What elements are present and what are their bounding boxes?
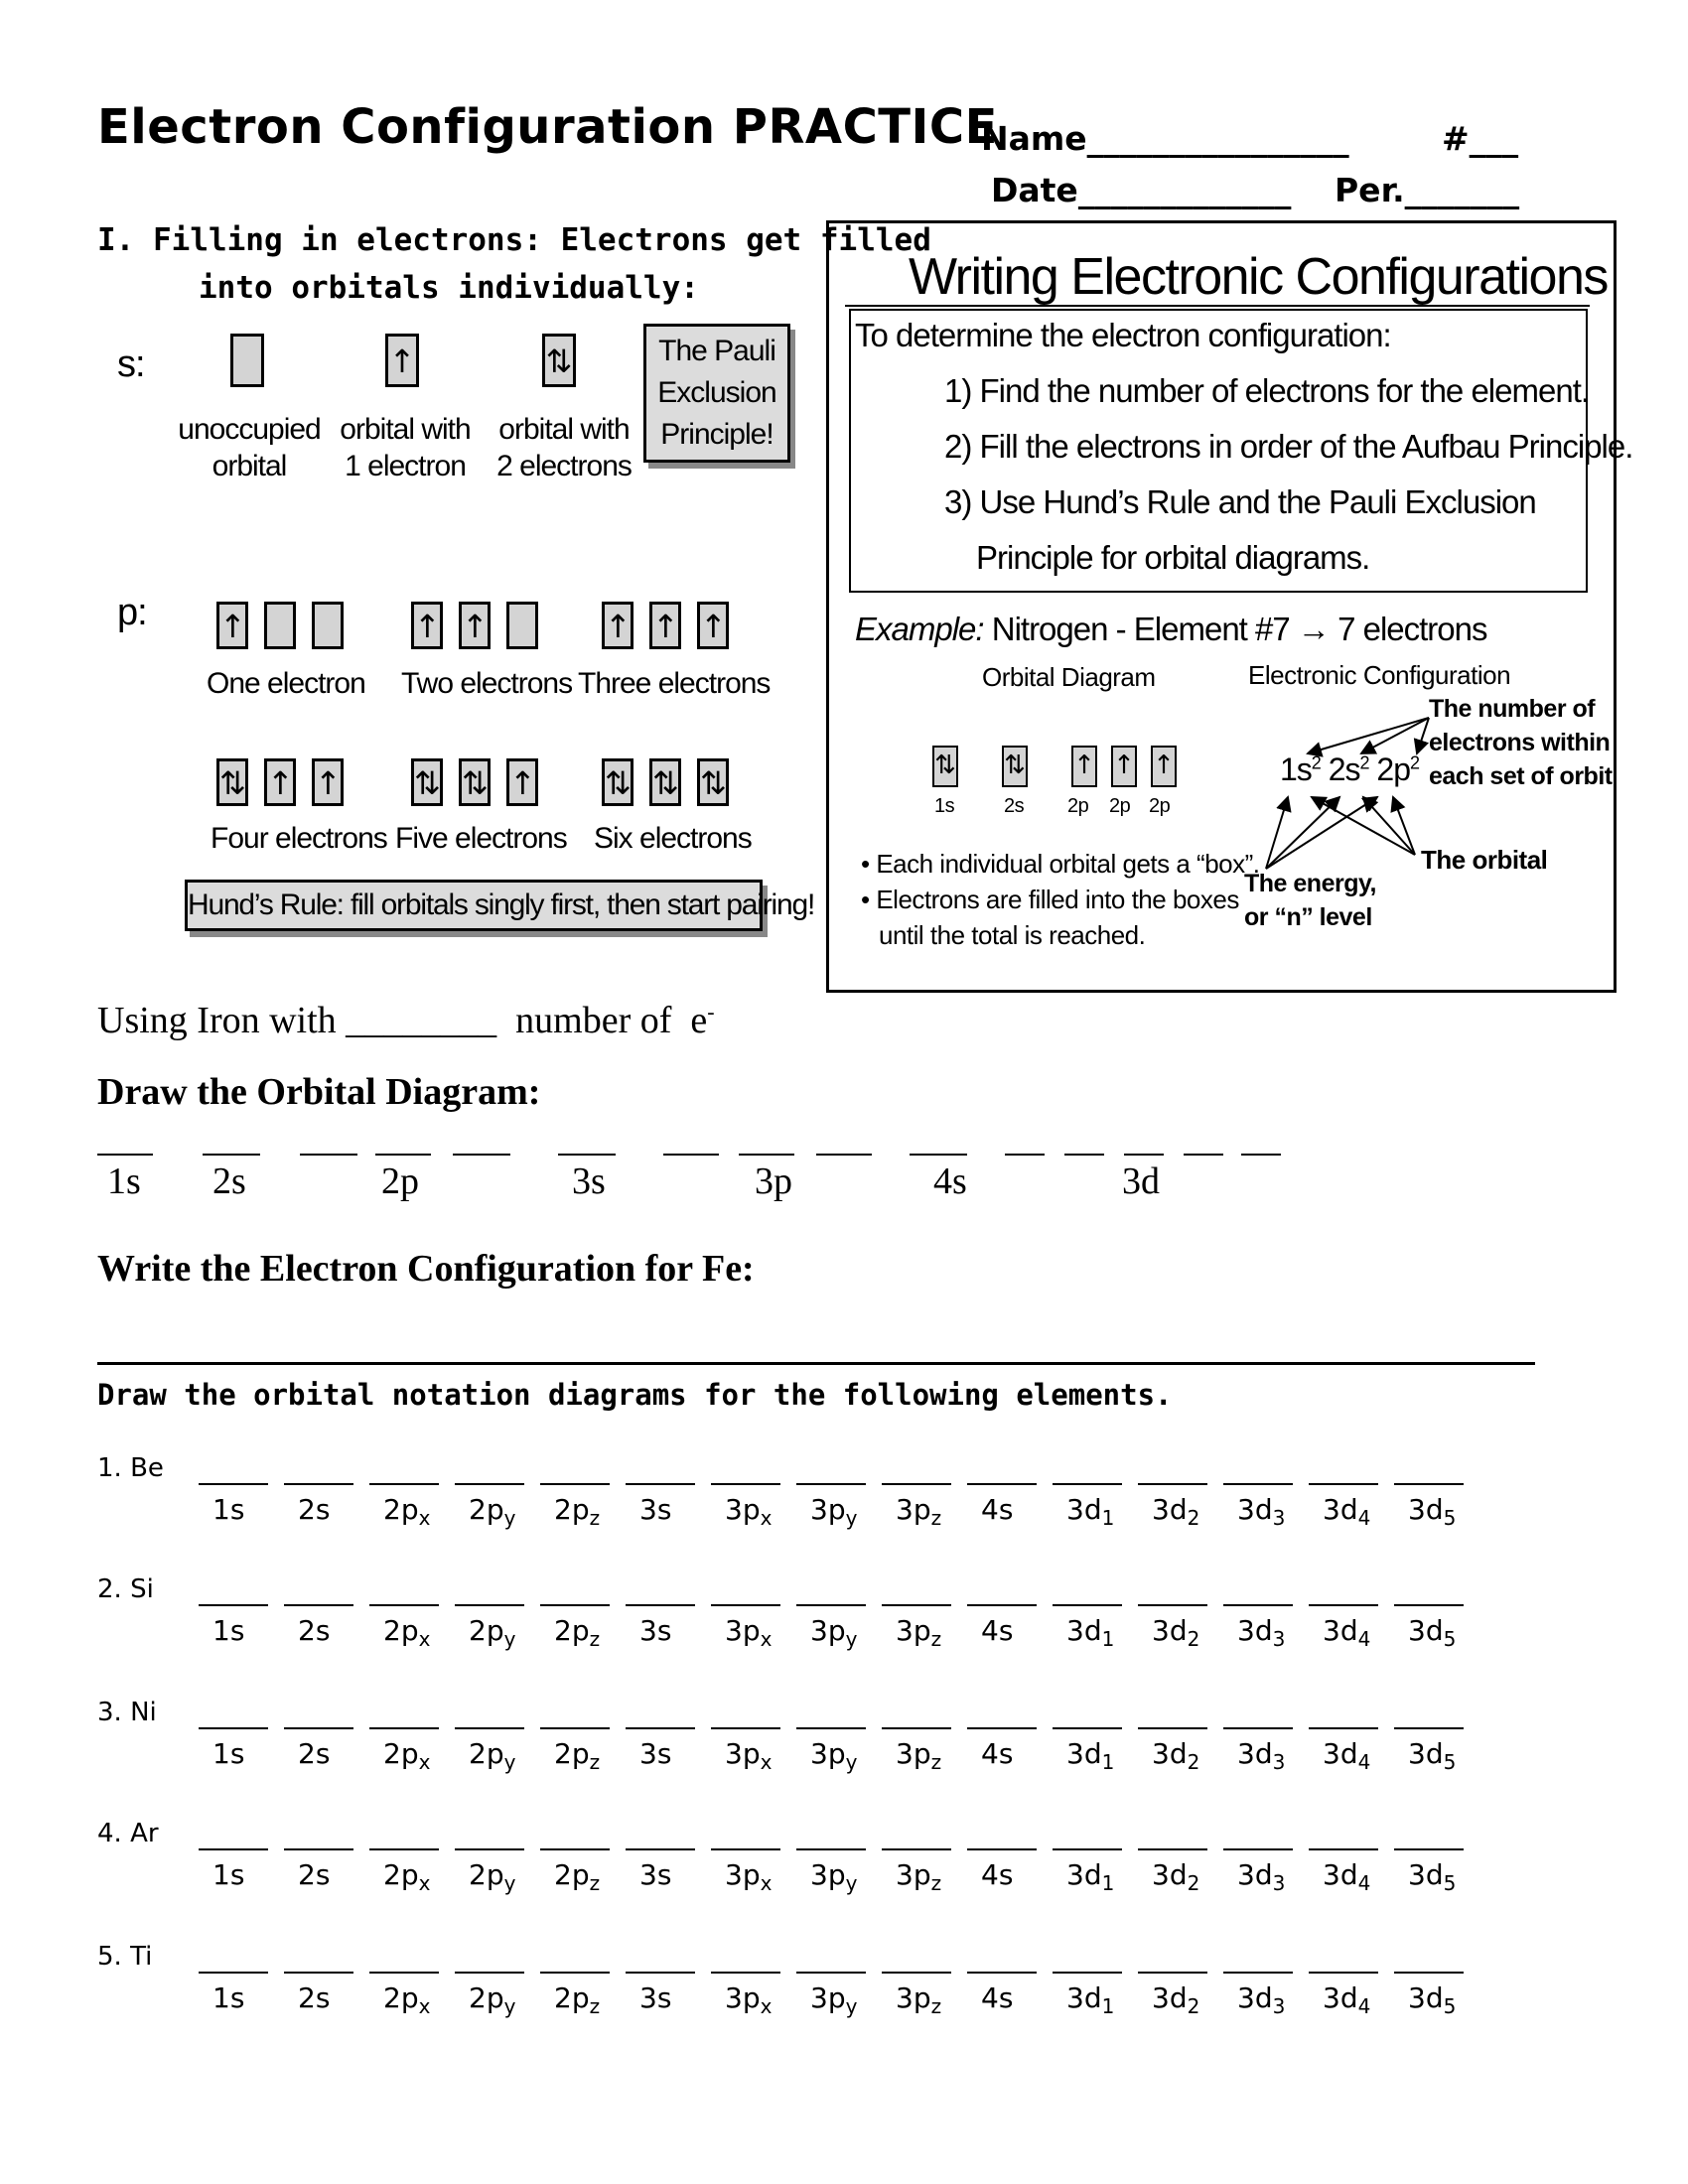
orbital-answer-blank[interactable] [967, 1848, 1037, 1850]
orbital-answer-blank[interactable] [882, 1483, 951, 1485]
orbital-answer-blank[interactable] [711, 1483, 780, 1485]
sublevel-label: 3s [639, 1737, 672, 1770]
empty-orbital-box [230, 334, 264, 387]
sublevel-label: $3p_z$ [896, 1614, 942, 1651]
element-label: 1. Be [97, 1453, 164, 1483]
orbital-answer-blank[interactable] [1053, 1972, 1122, 1974]
iron-orbital-blank[interactable] [1184, 1154, 1223, 1156]
sublevel-label: $3d_2$ [1152, 1858, 1200, 1895]
sublevel-label: 1s [212, 1614, 245, 1647]
sublevel-label: 4s [981, 1614, 1014, 1647]
sublevel-label: $2p_x$ [383, 1737, 431, 1774]
example-2p-box: ↑ [1071, 746, 1097, 787]
pauli-exclusion-callout: The Pauli Exclusion Principle! [643, 324, 790, 463]
orbital-answer-blank[interactable] [455, 1972, 524, 1974]
sublevel-label: 1s [212, 1493, 245, 1526]
section-heading [97, 216, 931, 312]
orbital-answer-blank[interactable] [796, 1972, 866, 1974]
box-title: Writing Electronic Configurations [909, 248, 1608, 306]
note-energy-level: The energy, or “n” level [1244, 870, 1376, 931]
sublevel-label: $3p_x$ [725, 1737, 773, 1774]
sublevel-label: $3d_2$ [1152, 1981, 1200, 2018]
sublevel-label: $3d_4$ [1323, 1858, 1371, 1895]
sublevel-label: $3d_2$ [1152, 1614, 1200, 1651]
sublevel-label: $2p_z$ [554, 1981, 601, 2018]
orbital-answer-blank[interactable] [284, 1604, 353, 1606]
iron-orbital-blank[interactable] [97, 1154, 153, 1156]
example-text: Nitrogen - Element #7 → 7 electrons [991, 611, 1487, 647]
sublevel-label: 1s [212, 1858, 245, 1891]
orbital-answer-blank[interactable] [284, 1727, 353, 1729]
iron-label-1s: 1s [107, 1160, 141, 1202]
iron-orbital-blank[interactable] [663, 1154, 719, 1156]
sublevel-label: $3p_z$ [896, 1858, 942, 1895]
sublevel-label: $3d_2$ [1152, 1493, 1200, 1530]
p-orbital-box: ↑ [264, 758, 296, 806]
element-label: 4. Ar [97, 1819, 159, 1848]
sublevel-label: $3p_z$ [896, 1737, 942, 1774]
orbital-answer-blank[interactable] [967, 1604, 1037, 1606]
sublevel-label: 2s [298, 1858, 331, 1891]
sublevel-label: $3p_y$ [810, 1614, 858, 1651]
page-title: Electron Configuration PRACTICE [97, 99, 998, 155]
orbital-answer-blank[interactable] [1309, 1727, 1378, 1729]
p-caption-two: Two electrons [401, 667, 573, 700]
sublevel-label: $3d_3$ [1237, 1858, 1286, 1895]
orbital-answer-blank[interactable] [1053, 1483, 1122, 1485]
orbital-answer-blank[interactable] [1053, 1727, 1122, 1729]
sublevel-label: 4s [981, 1493, 1014, 1526]
sublevel-label: $3d_4$ [1323, 1737, 1371, 1774]
orbital-answer-blank[interactable] [1309, 1604, 1378, 1606]
s-caption-two-electrons: orbital with 2 electrons [496, 413, 632, 482]
example-2p-box: ↑ [1151, 746, 1177, 787]
sublevel-label: 3s [639, 1614, 672, 1647]
orbital-answer-blank[interactable] [284, 1972, 353, 1974]
sublevel-label: $3d_2$ [1152, 1737, 1200, 1774]
iron-orbital-blank[interactable] [1241, 1154, 1281, 1156]
orbital-answer-blank[interactable] [967, 1483, 1037, 1485]
iron-label-3p: 3p [755, 1160, 792, 1202]
writing-configurations-box [826, 220, 1633, 993]
orbital-answer-blank[interactable] [1223, 1483, 1293, 1485]
sublevel-label: $3d_3$ [1237, 1981, 1286, 2018]
iron-label-3s: 3s [572, 1160, 606, 1202]
electronic-configuration-label: Electronic Configuration [1248, 660, 1511, 690]
iron-orbital-blank[interactable] [375, 1154, 431, 1156]
draw-orbital-heading: Draw the Orbital Diagram: [97, 1071, 541, 1113]
p-caption-three: Three electrons [578, 667, 771, 700]
sublevel-label: $2p_x$ [383, 1981, 431, 2018]
sublevel-label: $3p_x$ [725, 1493, 773, 1530]
sublevel-label: $2p_y$ [469, 1981, 516, 2018]
sublevel-label: $3d_5$ [1408, 1858, 1457, 1895]
sublevel-label: $3p_x$ [725, 1858, 773, 1895]
sublevel-label: $2p_y$ [469, 1493, 516, 1530]
one-electron-orbital-box: ↑ [385, 334, 419, 387]
orbital-answer-blank[interactable] [796, 1848, 866, 1850]
step-1: 1) Find the number of electrons for the element. [944, 372, 1590, 409]
orbital-answer-blank[interactable] [1223, 1848, 1293, 1850]
p-orbital-box: ↑ [697, 602, 729, 649]
orbital-answer-blank[interactable] [199, 1727, 268, 1729]
sublevel-label: $2p_x$ [383, 1614, 431, 1651]
sublevel-label: $3d_3$ [1237, 1493, 1286, 1530]
orbital-answer-blank[interactable] [199, 1848, 268, 1850]
sublevel-label: $3p_x$ [725, 1614, 773, 1651]
example-orbital-label: 2p [1109, 795, 1131, 817]
p-orbital-box [506, 602, 538, 649]
orbital-answer-blank[interactable] [796, 1483, 866, 1485]
orbital-answer-blank[interactable] [882, 1604, 951, 1606]
sublevel-label: $2p_z$ [554, 1858, 601, 1895]
iron-orbital-blank[interactable] [558, 1154, 616, 1156]
fe-configuration-answer-line[interactable] [97, 1362, 1535, 1365]
sublevel-label: $3d_4$ [1323, 1493, 1371, 1530]
orbital-answer-blank[interactable] [1223, 1972, 1293, 1974]
sublevel-label: $3d_5$ [1408, 1737, 1457, 1774]
p-orbital-box: ⇅ [649, 758, 681, 806]
example-configuration: $1s^2$ $2s^2$ $2p^2$ [1280, 751, 1420, 787]
sublevel-label: 1s [212, 1981, 245, 2014]
sublevel-label: $3d_4$ [1323, 1981, 1371, 2018]
p-caption-six: Six electrons [594, 822, 752, 855]
sublevel-label: 4s [981, 1858, 1014, 1891]
sublevel-label: $3d_5$ [1408, 1981, 1457, 2018]
sublevel-label: $3p_y$ [810, 1493, 858, 1530]
sublevel-label: $2p_z$ [554, 1493, 601, 1530]
orbital-answer-blank[interactable] [1309, 1848, 1378, 1850]
sublevel-label: $3p_y$ [810, 1858, 858, 1895]
orbital-answer-blank[interactable] [1138, 1483, 1207, 1485]
p-label: p: [117, 592, 147, 633]
p-orbital-box: ↑ [459, 602, 491, 649]
p-orbital-box: ↑ [602, 602, 633, 649]
orbital-answer-blank[interactable] [711, 1604, 780, 1606]
iron-label-2s: 2s [212, 1160, 246, 1202]
orbital-answer-blank[interactable] [1138, 1604, 1207, 1606]
sublevel-label: 3s [639, 1493, 672, 1526]
iron-label-2p: 2p [381, 1160, 419, 1202]
p-orbital-box: ⇅ [602, 758, 633, 806]
orbital-answer-blank[interactable] [1394, 1848, 1464, 1850]
sublevel-label: 2s [298, 1737, 331, 1770]
orbital-answer-blank[interactable] [455, 1604, 524, 1606]
step-3: 3) Use Hund’s Rule and the Pauli Exclusion [944, 483, 1536, 520]
s-label: s: [117, 343, 145, 385]
p-orbital-box [312, 602, 344, 649]
p-caption-five: Five electrons [395, 822, 567, 855]
note-number-of-electrons: The number of electrons within each set of orbit [1429, 695, 1613, 790]
orbital-answer-blank[interactable] [369, 1848, 439, 1850]
orbital-answer-blank[interactable] [1223, 1604, 1293, 1606]
sublevel-label: $3d_1$ [1066, 1493, 1115, 1530]
iron-orbital-blank[interactable] [203, 1154, 260, 1156]
date-field[interactable]: Date_____________ [991, 171, 1292, 209]
orbital-answer-blank[interactable] [369, 1972, 439, 1974]
p-orbital-box: ↑ [649, 602, 681, 649]
orbital-answer-blank[interactable] [1223, 1727, 1293, 1729]
sublevel-label: $2p_y$ [469, 1737, 516, 1774]
s-caption-one-electron: orbital with 1 electron [340, 413, 471, 482]
example-label: Example: [855, 611, 984, 647]
p-orbital-box: ↑ [506, 758, 538, 806]
p-orbital-box: ↑ [411, 602, 443, 649]
sublevel-label: $3d_1$ [1066, 1858, 1115, 1895]
orbital-answer-blank[interactable] [199, 1972, 268, 1974]
orbital-answer-blank[interactable] [1138, 1972, 1207, 1974]
period-field[interactable]: Per._______ [1335, 171, 1520, 209]
example-2p-box: ↑ [1111, 746, 1137, 787]
sublevel-label: $3d_1$ [1066, 1614, 1115, 1651]
orbital-answer-blank[interactable] [369, 1483, 439, 1485]
sublevel-label: 4s [981, 1737, 1014, 1770]
practice-heading: Draw the orbital notation diagrams for the following elements. [97, 1378, 1173, 1412]
iron-orbital-blank[interactable] [1124, 1154, 1164, 1156]
bullet-1: • Each individual orbital gets a “box”. [861, 849, 1260, 879]
name-field[interactable]: Name________________ [981, 119, 1349, 158]
iron-orbital-blank[interactable] [910, 1154, 967, 1156]
orbital-answer-blank[interactable] [796, 1727, 866, 1729]
step-2: 2) Fill the electrons in order of the Aufbau Principle. [944, 428, 1633, 465]
sublevel-label: $3d_5$ [1408, 1493, 1457, 1530]
sublevel-label: $3p_z$ [896, 1493, 942, 1530]
orbital-answer-blank[interactable] [626, 1604, 695, 1606]
orbital-answer-blank[interactable] [626, 1972, 695, 1974]
sublevel-label: 2s [298, 1614, 331, 1647]
number-field[interactable]: #___ [1442, 119, 1519, 158]
step-3-cont: Principle for orbital diagrams. [976, 539, 1370, 576]
sublevel-label: $2p_y$ [469, 1858, 516, 1895]
orbital-answer-blank[interactable] [540, 1727, 610, 1729]
sublevel-label: $2p_x$ [383, 1858, 431, 1895]
example-orbital-label: 2p [1149, 795, 1171, 817]
orbital-answer-blank[interactable] [1394, 1604, 1464, 1606]
orbital-answer-blank[interactable] [1394, 1483, 1464, 1485]
orbital-answer-blank[interactable] [540, 1483, 610, 1485]
orbital-answer-blank[interactable] [540, 1848, 610, 1850]
orbital-answer-blank[interactable] [626, 1483, 695, 1485]
sublevel-label: $3p_z$ [896, 1981, 942, 2018]
orbital-answer-blank[interactable] [540, 1604, 610, 1606]
orbital-answer-blank[interactable] [967, 1972, 1037, 1974]
orbital-answer-blank[interactable] [1309, 1483, 1378, 1485]
p-orbital-box: ⇅ [411, 758, 443, 806]
orbital-answer-blank[interactable] [882, 1972, 951, 1974]
p-orbital-box: ↑ [312, 758, 344, 806]
orbital-answer-blank[interactable] [1394, 1727, 1464, 1729]
orbital-answer-blank[interactable] [711, 1848, 780, 1850]
orbital-answer-blank[interactable] [1138, 1727, 1207, 1729]
orbital-answer-blank[interactable] [284, 1848, 353, 1850]
example-orbital-label: 2p [1067, 795, 1089, 817]
sublevel-label: $3d_4$ [1323, 1614, 1371, 1651]
iron-orbital-blank[interactable] [816, 1154, 872, 1156]
sublevel-label: 4s [981, 1981, 1014, 2014]
orbital-answer-blank[interactable] [369, 1604, 439, 1606]
p-caption-one: One electron [207, 667, 365, 700]
iron-label-3d: 3d [1122, 1160, 1160, 1202]
element-label: 5. Ti [97, 1942, 153, 1972]
p-orbital-box: ⇅ [459, 758, 491, 806]
section-heading-line2: into orbitals individually: [199, 270, 699, 306]
sublevel-label: $2p_x$ [383, 1493, 431, 1530]
sublevel-label: $2p_z$ [554, 1614, 601, 1651]
orbital-answer-blank[interactable] [199, 1483, 268, 1485]
sublevel-label: $3p_x$ [725, 1981, 773, 2018]
bullet-2: • Electrons are filled into the boxes [861, 885, 1239, 914]
bullet-2-cont: until the total is reached. [879, 920, 1146, 950]
two-electron-orbital-box: ⇅ [542, 334, 576, 387]
orbital-answer-blank[interactable] [455, 1848, 524, 1850]
iron-prompt: Using Iron with ________ number of e- [97, 999, 715, 1041]
sublevel-label: $3d_1$ [1066, 1981, 1115, 2018]
orbital-diagram-label: Orbital Diagram [982, 662, 1156, 692]
orbital-answer-blank[interactable] [455, 1483, 524, 1485]
orbital-answer-blank[interactable] [967, 1727, 1037, 1729]
orbital-answer-blank[interactable] [1394, 1972, 1464, 1974]
p-caption-four: Four electrons [211, 822, 387, 855]
orbital-answer-blank[interactable] [1309, 1972, 1378, 1974]
iron-orbital-blank[interactable] [1064, 1154, 1104, 1156]
p-orbital-box [264, 602, 296, 649]
hunds-rule-callout: Hund’s Rule: fill orbitals singly first, then start pairing! [185, 880, 763, 931]
s-caption-unoccupied: unoccupied orbital [178, 413, 321, 482]
example-1s-box: ⇅ [932, 746, 958, 787]
orbital-answer-blank[interactable] [711, 1972, 780, 1974]
section-heading-line1: I. Filling in electrons: Electrons get filled [97, 222, 931, 258]
orbital-answer-blank[interactable] [796, 1604, 866, 1606]
orbital-answer-blank[interactable] [540, 1972, 610, 1974]
element-label: 3. Ni [97, 1698, 157, 1727]
sublevel-label: $3d_3$ [1237, 1614, 1286, 1651]
iron-orbital-blank[interactable] [739, 1154, 794, 1156]
sublevel-label: 2s [298, 1981, 331, 2014]
orbital-answer-blank[interactable] [369, 1727, 439, 1729]
sublevel-label: $3d_1$ [1066, 1737, 1115, 1774]
sublevel-label: $3p_y$ [810, 1737, 858, 1774]
p-orbital-box: ⇅ [697, 758, 729, 806]
sublevel-label: 3s [639, 1981, 672, 2014]
element-label: 2. Si [97, 1574, 154, 1604]
sublevel-label: $2p_z$ [554, 1737, 601, 1774]
note-the-orbital: The orbital [1421, 845, 1548, 875]
orbital-answer-blank[interactable] [284, 1483, 353, 1485]
write-config-heading: Write the Electron Configuration for Fe: [97, 1248, 755, 1290]
orbital-answer-blank[interactable] [711, 1727, 780, 1729]
orbital-answer-blank[interactable] [1053, 1848, 1122, 1850]
example-orbital-label: 1s [934, 795, 955, 817]
sublevel-label: 2s [298, 1493, 331, 1526]
sublevel-label: $3d_3$ [1237, 1737, 1286, 1774]
orbital-answer-blank[interactable] [626, 1848, 695, 1850]
sublevel-label: $3d_5$ [1408, 1614, 1457, 1651]
sublevel-label: $3p_y$ [810, 1981, 858, 2018]
orbital-answer-blank[interactable] [882, 1727, 951, 1729]
intro-text: To determine the electron configuration: [855, 317, 1391, 353]
orbital-answer-blank[interactable] [199, 1604, 268, 1606]
sublevel-label: 1s [212, 1737, 245, 1770]
orbital-answer-blank[interactable] [1138, 1848, 1207, 1850]
sublevel-label: 3s [639, 1858, 672, 1891]
orbital-answer-blank[interactable] [626, 1727, 695, 1729]
iron-label-4s: 4s [933, 1160, 967, 1202]
iron-orbital-blank[interactable] [300, 1154, 357, 1156]
p-orbital-box: ↑ [216, 602, 248, 649]
orbital-answer-blank[interactable] [455, 1727, 524, 1729]
sublevel-label: $2p_y$ [469, 1614, 516, 1651]
iron-orbital-blank[interactable] [453, 1154, 510, 1156]
orbital-answer-blank[interactable] [882, 1848, 951, 1850]
iron-orbital-blank[interactable] [1005, 1154, 1045, 1156]
example-2s-box: ⇅ [1002, 746, 1028, 787]
orbital-answer-blank[interactable] [1053, 1604, 1122, 1606]
example-orbital-label: 2s [1004, 795, 1025, 817]
p-orbital-box: ⇅ [216, 758, 248, 806]
